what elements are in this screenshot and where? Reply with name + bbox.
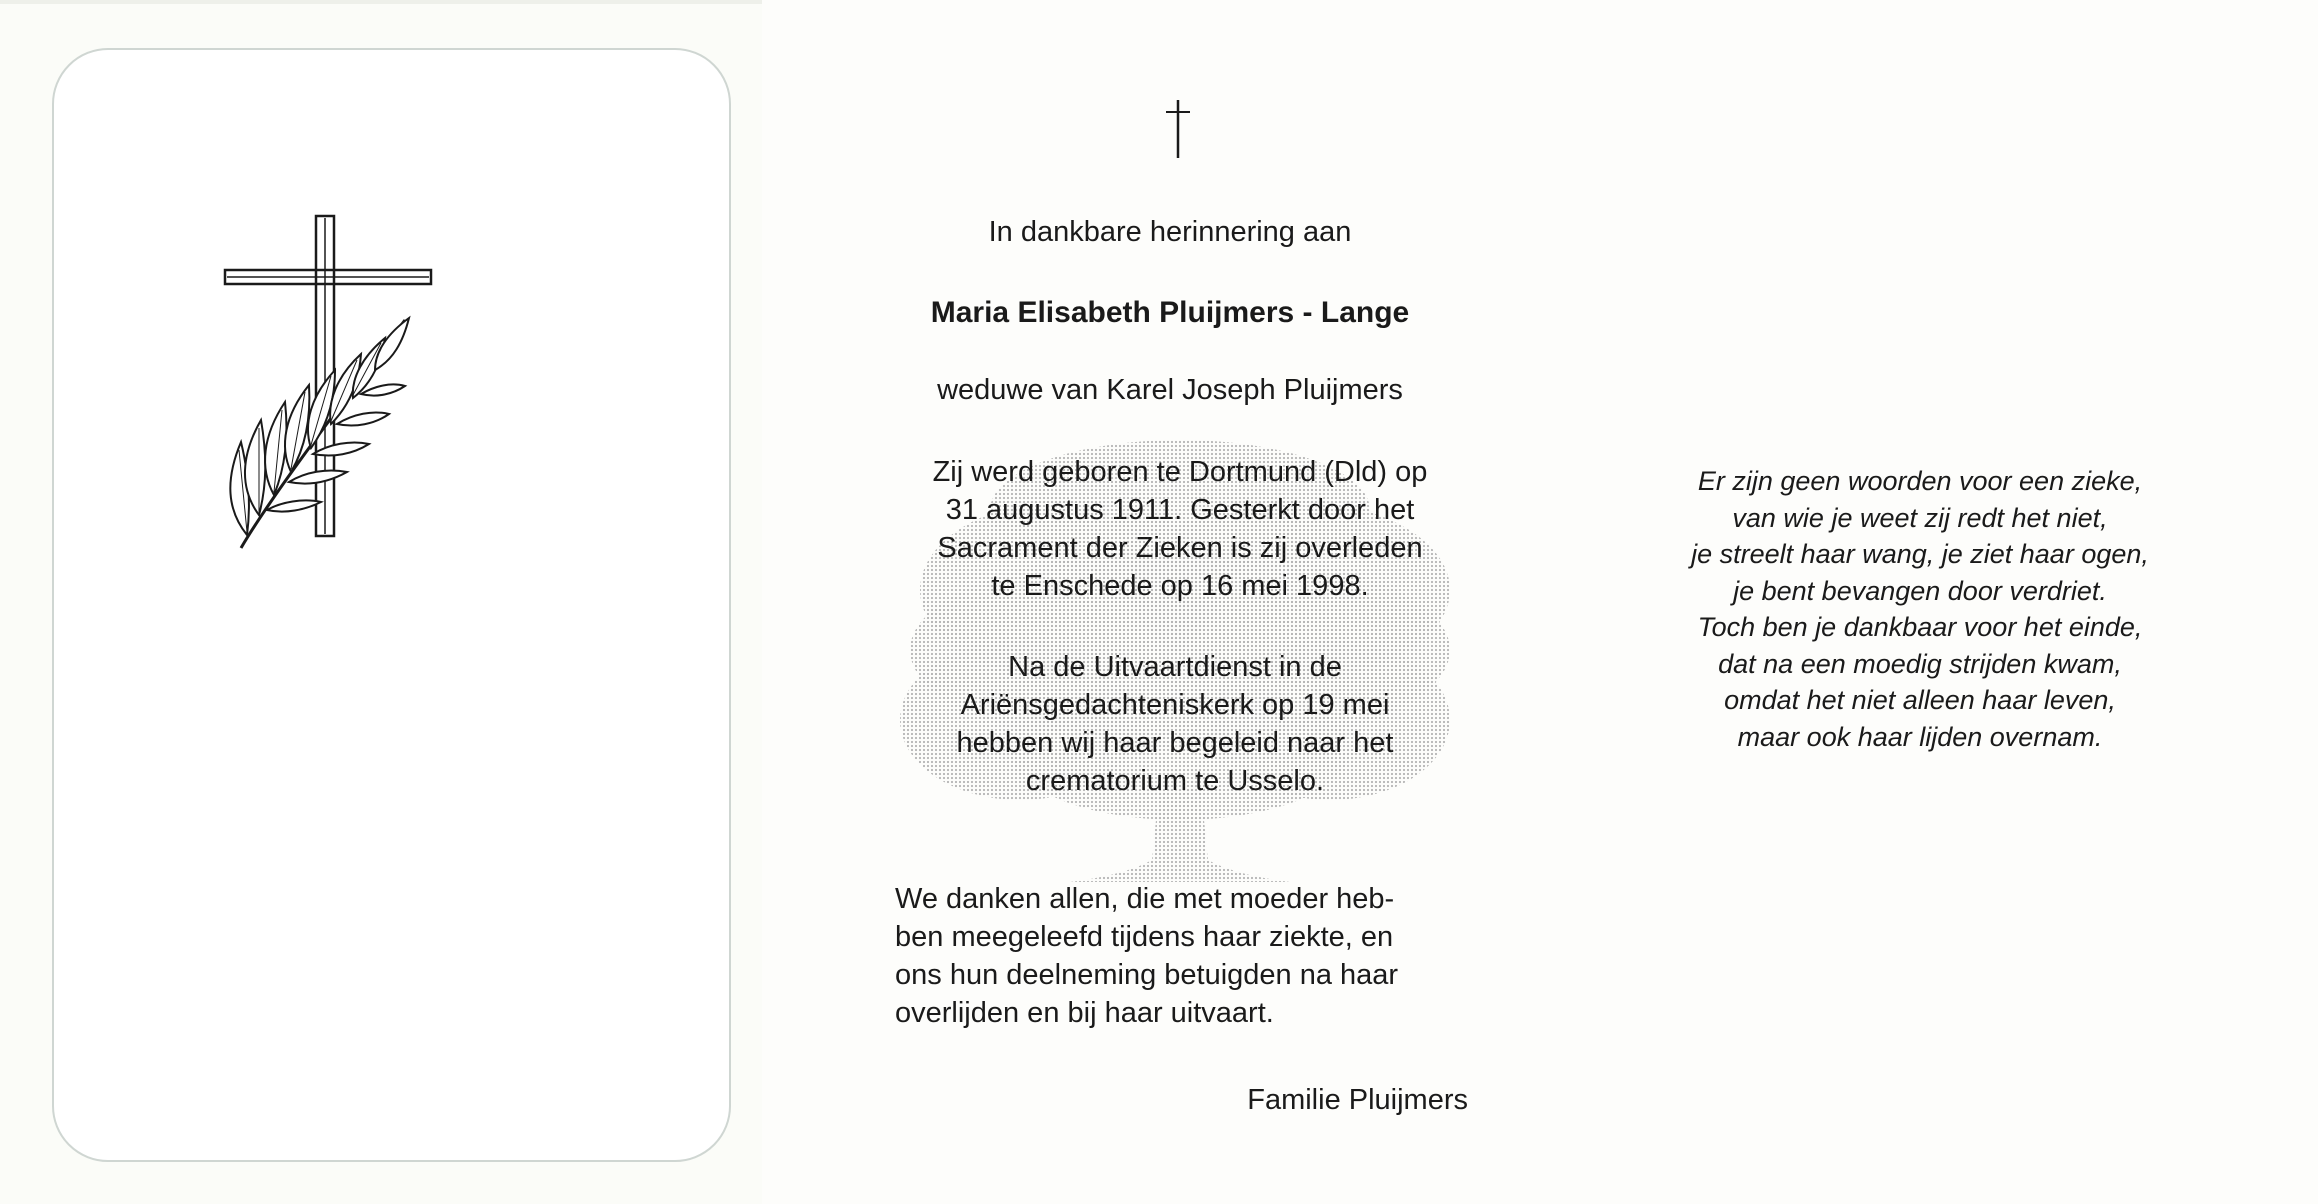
text-line: ons hun deelneming betuigden na haar	[895, 959, 1399, 991]
text-line: hebben wij haar begeleid naar het	[956, 727, 1394, 759]
text-line: Zij werd geboren te Dortmund (Dld) op	[932, 456, 1428, 488]
poem-line: Toch ben je dankbaar voor het einde,	[1697, 612, 2143, 642]
poem-line: maar ook haar lijden overnam.	[1737, 721, 2103, 752]
front-sheet	[0, 0, 762, 1204]
poem-line: dat na een moedig strijden kwam,	[1718, 648, 2122, 679]
small-cross-icon	[1160, 98, 1196, 160]
text-line: crematorium te Usselo.	[1025, 765, 1325, 797]
text-line: overlijden en bij haar uitvaart.	[895, 997, 1274, 1029]
text-line: Na de Uitvaartdienst in de	[1008, 651, 1342, 683]
poem-line: je bent bevangen door verdriet.	[1733, 575, 2107, 606]
text-line: We danken allen, die met moeder heb-	[895, 883, 1395, 915]
birth-death-paragraph	[880, 453, 1480, 605]
memorial-text-panel	[880, 0, 1600, 1200]
poem	[1640, 463, 2200, 755]
text-line: ben meegeleefd tijdens haar ziekte, en	[895, 921, 1394, 953]
poem-line: Er zijn geen woorden voor een zieke,	[1697, 466, 2143, 496]
deceased-name: Maria Elisabeth Pluijmers - Lange	[930, 296, 1410, 329]
text-line: Ariënsgedachteniskerk op 19 mei	[960, 689, 1390, 721]
text-line: 31 augustus 1911. Gesterkt door het	[945, 494, 1415, 526]
family-signature: Familie Pluijmers	[1247, 1084, 1468, 1116]
cross-with-palm-icon	[219, 210, 439, 555]
heading-text: In dankbare herinnering aan	[988, 216, 1352, 248]
poem-line: je streelt haar wang, je ziet haar ogen,	[1691, 539, 2149, 569]
front-card	[52, 48, 731, 1162]
widow-line: weduwe van Karel Joseph Pluijmers	[937, 374, 1403, 406]
funeral-paragraph	[880, 648, 1470, 800]
poem-line: van wie je weet zij redt het niet,	[1732, 502, 2108, 533]
text-line: Sacrament der Zieken is zij overleden	[937, 532, 1423, 564]
poem-line: omdat het niet alleen haar leven,	[1724, 685, 2116, 715]
thanks-paragraph	[895, 880, 1495, 1032]
text-line: te Enschede op 16 mei 1998.	[991, 570, 1369, 602]
